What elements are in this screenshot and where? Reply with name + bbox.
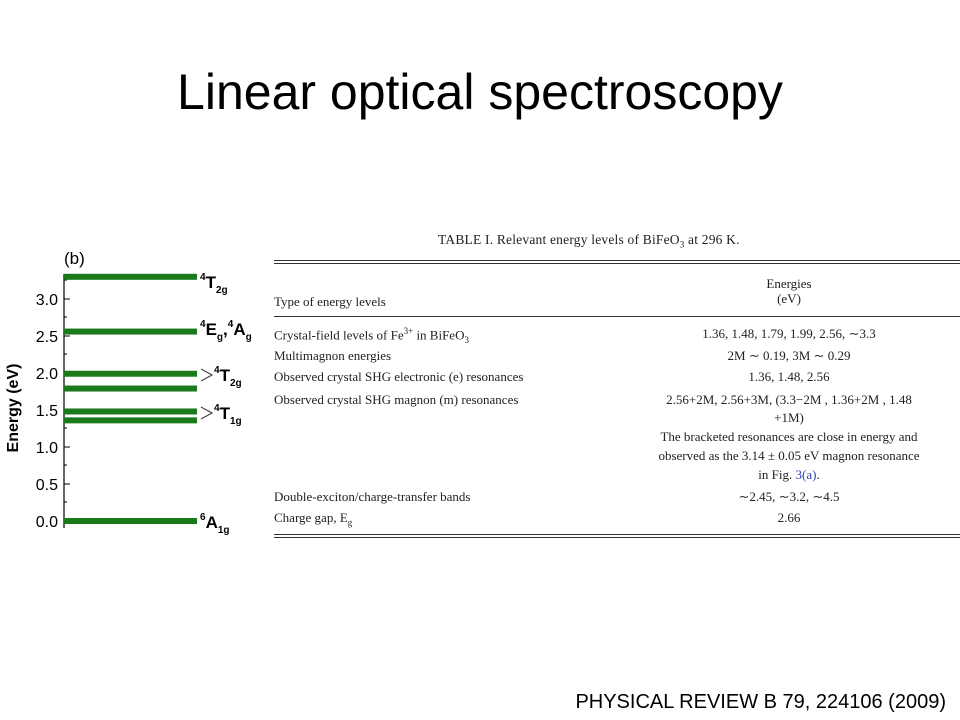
energy-level-diagram bbox=[0, 238, 270, 548]
row-charge-gap-label: Charge gap, $E_g$ bbox=[274, 510, 353, 528]
row-electronic-value: 1.36, 1.48, 2.56 bbox=[748, 369, 830, 384]
label-4Eg-4Ag: $^4E_g,^4A_g$ bbox=[200, 319, 252, 343]
row-double-exciton-label: Double-exciton/charge-transfer bands bbox=[274, 489, 471, 504]
citation: PHYSICAL REVIEW B 79, 224106 (2009) bbox=[575, 691, 946, 713]
header-type: Type of energy levels bbox=[274, 294, 386, 309]
header-energies: Energies bbox=[766, 276, 812, 291]
row-magnon-label: Observed crystal SHG magnon (m) resonances bbox=[274, 392, 519, 407]
y-tick-label-2: 1.0 bbox=[35, 440, 58, 457]
row-magnon-value-4: observed as the 3.14 ± 0.05 eV magnon resonance bbox=[658, 448, 920, 463]
energy-level-bar-3 bbox=[64, 386, 197, 392]
row-magnon-value-5: in Fig. 3(a). bbox=[758, 467, 820, 482]
label-4T2g-top: $^4T_{2g}$ bbox=[200, 272, 228, 296]
header-rule bbox=[274, 316, 960, 317]
branch-mark-t1g bbox=[201, 407, 212, 419]
row-multimagnon-label: Multimagnon energies bbox=[274, 348, 392, 363]
top-rule bbox=[274, 263, 960, 264]
row-magnon-value-1: 2.56+2M, 2.56+3M, (3.3−2M , 1.36+2M , 1.48 bbox=[666, 392, 912, 407]
energy-level-bar-5 bbox=[64, 329, 197, 335]
energy-level-bar-2 bbox=[64, 408, 197, 414]
bottom-rule bbox=[274, 534, 960, 535]
label-6A1g: $^6A_{1g}$ bbox=[200, 512, 230, 536]
y-tick-label-0: 0.0 bbox=[35, 514, 58, 531]
energy-level-bar-0 bbox=[64, 518, 197, 524]
row-crystal-field-label: Crystal-field levels of $Fe^{3+}$ in BiFeO$_3$ bbox=[274, 326, 469, 345]
y-ticks bbox=[64, 280, 70, 521]
label-4T1g: $^4T_{1g}$ bbox=[214, 403, 242, 427]
row-crystal-field-value: 1.36, 1.48, 1.79, 1.99, 2.56, ∼3.3 bbox=[702, 326, 876, 341]
y-tick-label-4: 2.0 bbox=[35, 366, 58, 383]
slide-title: Linear optical spectroscopy bbox=[177, 64, 783, 120]
row-magnon-value-3: The bracketed resonances are close in energy and bbox=[660, 429, 918, 444]
y-axis-label: Energy (eV) bbox=[5, 363, 22, 453]
bottom-rule bbox=[274, 537, 960, 538]
row-double-exciton-value: ∼2.45, ∼3.2, ∼4.5 bbox=[738, 489, 840, 504]
energy-level-bar-6 bbox=[64, 274, 197, 280]
panel-label: (b) bbox=[64, 249, 85, 268]
top-rule bbox=[274, 260, 960, 261]
table-caption: TABLE I. Relevant energy levels of BiFeO$_3$ at 296 K. bbox=[438, 232, 740, 250]
row-electronic-label: Observed crystal SHG electronic (e) resonances bbox=[274, 369, 524, 384]
header-ev: (eV) bbox=[777, 291, 801, 306]
label-4T2g: $^4T_{2g}$ bbox=[214, 365, 242, 389]
row-charge-gap-value: 2.66 bbox=[777, 510, 801, 525]
row-multimagnon-value: 2M ∼ 0.19, 3M ∼ 0.29 bbox=[727, 348, 851, 363]
branch-mark-t2g bbox=[201, 369, 212, 381]
y-tick-label-5: 2.5 bbox=[35, 329, 58, 346]
row-magnon-value-2: +1M) bbox=[774, 410, 804, 425]
y-tick-label-3: 1.5 bbox=[35, 403, 58, 420]
energy-levels bbox=[64, 274, 197, 524]
y-tick-label-1: 0.5 bbox=[35, 477, 58, 494]
energy-level-bar-1 bbox=[64, 417, 197, 423]
y-tick-label-6: 3.0 bbox=[35, 292, 58, 309]
figure-link[interactable]: 3(a) bbox=[795, 467, 817, 482]
energy-level-bar-4 bbox=[64, 371, 197, 377]
